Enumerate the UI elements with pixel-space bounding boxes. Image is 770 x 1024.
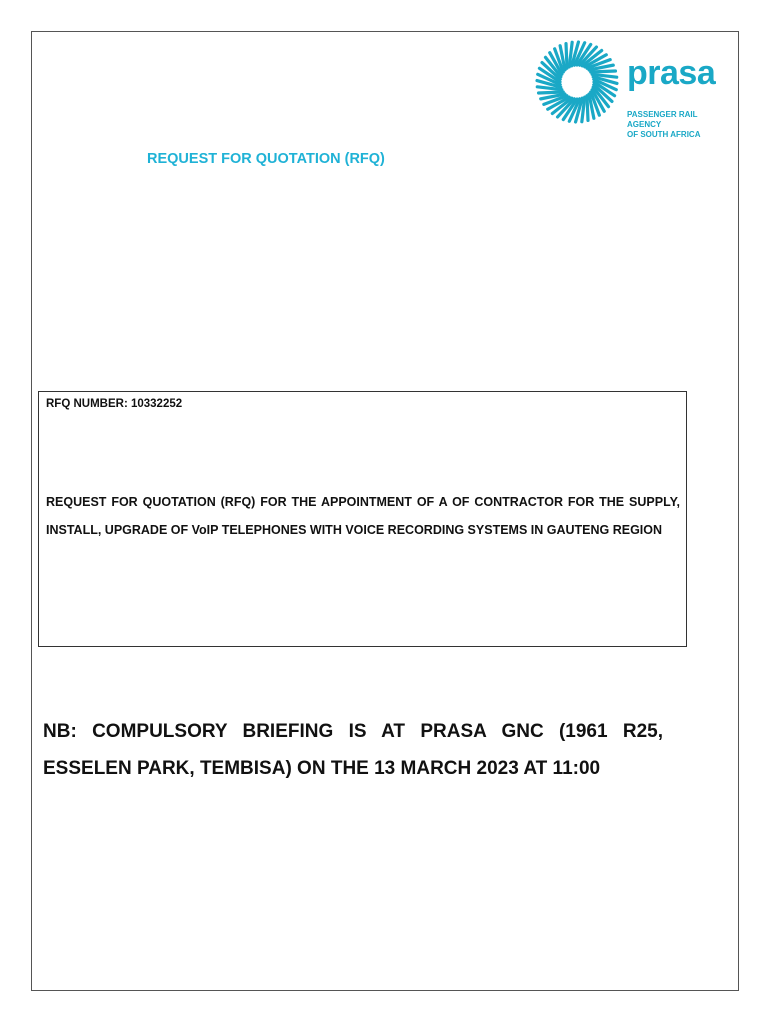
logo-subtitle [627, 110, 727, 140]
document-page [31, 31, 739, 991]
logo-subtitle-line1: PASSENGER RAIL AGENCY [627, 110, 698, 129]
sunburst-ray [591, 71, 616, 72]
logo-wordmark: prasa [627, 54, 716, 92]
rfq-number: RFQ NUMBER: 10332252 [46, 398, 183, 410]
document-title: REQUEST FOR QUOTATION (RFQ) [147, 151, 385, 167]
prasa-logo [535, 40, 725, 140]
briefing-note: NB: COMPULSORY BRIEFING IS AT PRASA GNC (1961 R25, ESSELEN PARK, TEMBISA) ON THE 13 MARCH 2023 AT 11:00 [43, 721, 663, 779]
logo-subtitle-line2: OF SOUTH AFRICA [627, 130, 701, 139]
sunburst-ray [587, 96, 588, 121]
rfq-details-box [38, 391, 687, 647]
sunburst-ray [539, 92, 564, 93]
sunburst-ray [566, 44, 567, 69]
prasa-sunburst-icon [535, 40, 619, 124]
rfq-description: REQUEST FOR QUOTATION (RFQ) FOR THE APPOINTMENT OF A OF CONTRACTOR FOR THE SUPPLY, INSTALL, UPGRADE OF VoIP TELEPHONES WITH VOICE RECORDING SYSTEMS IN GAUTENG REGION [46, 495, 680, 537]
